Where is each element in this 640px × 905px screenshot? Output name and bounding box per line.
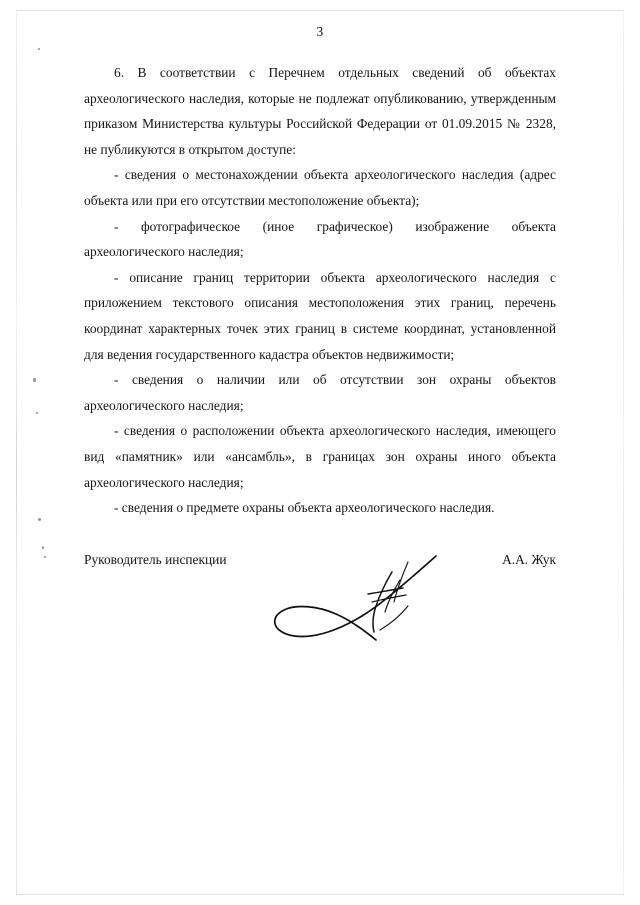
paragraph: - сведения о расположении объекта археологического наследия, имеющего вид «памятник» или «ансамбль», в границах зон охраны иного объекта археологического наследия; xyxy=(84,423,556,490)
paragraph: - сведения о местонахождении объекта археологического наследия (адрес объекта или при его отсутствии местоположение объекта); xyxy=(84,167,556,208)
paragraph: - фотографическое (иное графическое) изображение объекта археологического наследия; xyxy=(84,218,556,260)
scan-edge-left xyxy=(16,10,17,895)
scan-speck xyxy=(38,518,41,521)
scan-edge-top xyxy=(16,10,624,11)
paragraph: - описание границ территории объекта археологического наследия с приложением текстового описания местоположения этих границ, перечень координат характерных точек этих границ в системе координат, установленной для ведения государственного кадастра объектов недвижимости; xyxy=(84,269,556,362)
scan-speck xyxy=(36,412,38,414)
scan-edge-right xyxy=(623,10,624,895)
signer-name: А.А. Жук xyxy=(502,552,556,567)
page-number: 3 xyxy=(316,24,324,39)
document-body xyxy=(84,60,556,521)
signer-position: Руководитель инспекции xyxy=(84,552,227,567)
scan-speck xyxy=(42,546,44,549)
paragraph: - сведения о наличии или об отсутствии зон охраны объектов археологического наследия; xyxy=(84,372,556,413)
signature-row xyxy=(84,552,556,568)
scan-edge-bottom xyxy=(16,894,624,895)
scan-speck xyxy=(44,556,46,558)
scan-speck xyxy=(33,378,36,382)
paragraph: 6. В соответствии с Перечнем отдельных сведений об объектах археологического наследия, которые не подлежат опубликованию, утвержденным приказом Министерства культуры Российской Федерации от 01.09.2015 № 2328, не публикуются в открытом доступе: xyxy=(84,65,556,157)
scan-speck xyxy=(38,48,40,50)
paragraph: - сведения о предмете охраны объекта археологического наследия. xyxy=(114,500,495,516)
